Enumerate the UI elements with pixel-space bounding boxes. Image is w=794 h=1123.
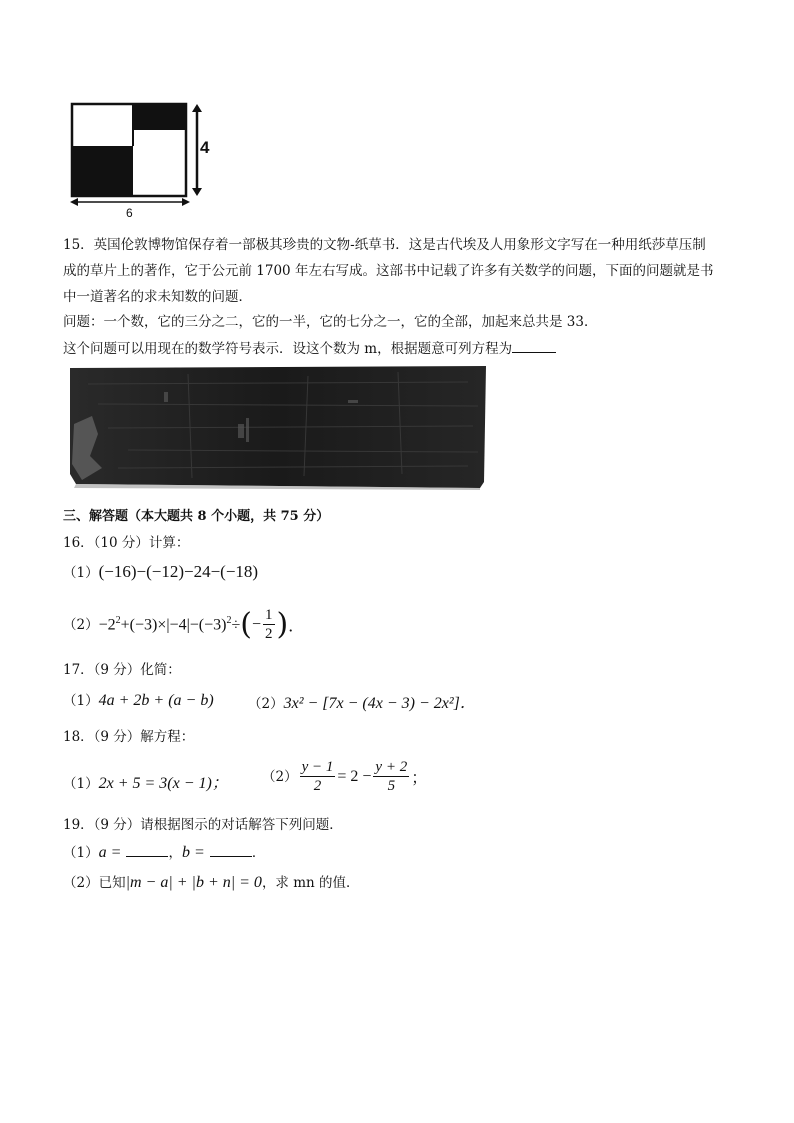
black-rect-top-right — [134, 105, 185, 129]
q19-a-blank[interactable] — [126, 842, 168, 857]
q17-part-2 — [248, 690, 476, 713]
q19-p1-label: （1） — [63, 845, 99, 861]
q19-title: 19．（9 分）请根据图示的对话解答下列问题． — [63, 817, 343, 833]
q18-p2-num-2: y + 2 — [375, 759, 408, 775]
q16-p2-exp: 2 — [226, 614, 232, 626]
q18-p2-den-2: 5 — [387, 778, 396, 794]
q17-part-1 — [63, 690, 214, 710]
rectangle-figure — [60, 96, 220, 224]
q16-part-2 — [63, 606, 304, 643]
q18-p2-end: ； — [411, 770, 428, 787]
q18-part-2 — [262, 758, 427, 795]
q15-line-5-text: 这个问题可以用现在的数学符号表示．设这个数为 m，根据题意可列方程为 — [63, 341, 513, 357]
q16-part-1 — [63, 562, 258, 582]
q19-p2-label: （2）已知 — [63, 875, 126, 891]
q16-p2-expr-b: +(−3)×|−4|−(−3) — [120, 616, 227, 634]
q16-title: 16．（10 分）计算： — [63, 535, 190, 551]
q18-p2-mid: = 2 − — [337, 767, 372, 785]
q17-title: 17．（9 分）化简： — [63, 662, 181, 678]
q16-p2-expr-a: −2 — [98, 616, 116, 634]
q17-p2-label: （2） — [248, 696, 284, 712]
q16-p1-expr: (−16)−(−12)−24−(−18) — [98, 562, 259, 581]
q15-line-2: 成的草片上的著作，它于公元前 1700 年左右写成。这部书中记载了许多有关数学的问题，下面的问题就是书 — [63, 263, 714, 279]
section-3-title: 三、解答题（本大题共 8 个小题，共 75 分） — [63, 509, 330, 524]
arrow-head-down-icon — [192, 188, 202, 196]
q15-line-3: 中一道著名的求未知数的问题． — [63, 289, 252, 305]
q16-p1-label: （1） — [63, 565, 99, 581]
arrow-head-left-icon — [70, 198, 78, 206]
q17-p2-expr: 3x² − [7x − (4x − 3) − 2x²]． — [283, 695, 476, 712]
papyrus-image-svg — [68, 364, 488, 490]
height-label: 4 — [200, 138, 210, 157]
q15-answer-blank[interactable] — [512, 338, 556, 353]
q18-title: 18．（9 分）解方程： — [63, 729, 195, 745]
q16-p2-expr — [99, 615, 241, 634]
arrow-head-right-icon — [182, 198, 190, 206]
q16-p2-paren: ) — [276, 606, 289, 642]
q18-p2-num-1: y − 1 — [301, 759, 334, 775]
q18-p1-expr: 2x + 5 = 3(x − 1)； — [98, 775, 228, 792]
q19-part-1 — [63, 842, 265, 862]
q16-p2-label: （2） — [63, 616, 99, 633]
width-label: 6 — [126, 206, 133, 220]
q15-line-4: 问题：一个数，它的三分之二，它的一半，它的七分之一，它的全部，加起来总共是 33． — [63, 314, 598, 330]
q16-p2-end: ． — [288, 618, 305, 635]
q16-p2-fraction — [263, 606, 275, 643]
arrow-head-up-icon — [192, 104, 202, 112]
q19-p2-end: ，求 mn 的值． — [261, 875, 360, 891]
q16-p2-minus: − — [251, 615, 262, 633]
q19-p1-b: b = — [181, 844, 205, 861]
q16-p2-frac-den: 2 — [265, 626, 273, 642]
q18-p2-fraction-1 — [300, 758, 336, 795]
q19-b-blank[interactable] — [210, 842, 252, 857]
q19-p2-expr: |m − a| + |b + n| = 0 — [125, 874, 262, 891]
q17-p1-label: （1） — [63, 693, 99, 709]
q18-part-1 — [63, 770, 228, 793]
rectangle-figure-svg — [60, 96, 220, 224]
q16-p2-paren: ( — [240, 606, 252, 642]
q15-line-1: 15．英国伦敦博物馆保存着一部极其珍贵的文物-纸草书．这是古代埃及人用象形文字写在一种用纸莎草压制 — [63, 237, 706, 253]
q15-line-5 — [63, 338, 556, 358]
q19-p1-a: a = — [98, 844, 122, 861]
q16-p2-exp: 2 — [115, 614, 121, 626]
q19-part-2 — [63, 872, 360, 892]
q18-p2-den-1: 2 — [313, 778, 322, 794]
q16-p2-frac-num: 1 — [265, 607, 273, 623]
black-square-bottom-left — [73, 146, 133, 195]
q19-p1-sep: ， — [168, 845, 182, 861]
q18-p1-label: （1） — [63, 776, 99, 792]
q18-p2-label: （2） — [262, 768, 298, 785]
q19-p1-end: ． — [251, 845, 266, 861]
q16-p2-expr-c: ÷ — [231, 616, 241, 634]
papyrus-image — [68, 364, 488, 490]
q18-p2-fraction-2 — [373, 758, 409, 795]
q17-p1-expr: 4a + 2b + (a − b) — [98, 692, 214, 709]
